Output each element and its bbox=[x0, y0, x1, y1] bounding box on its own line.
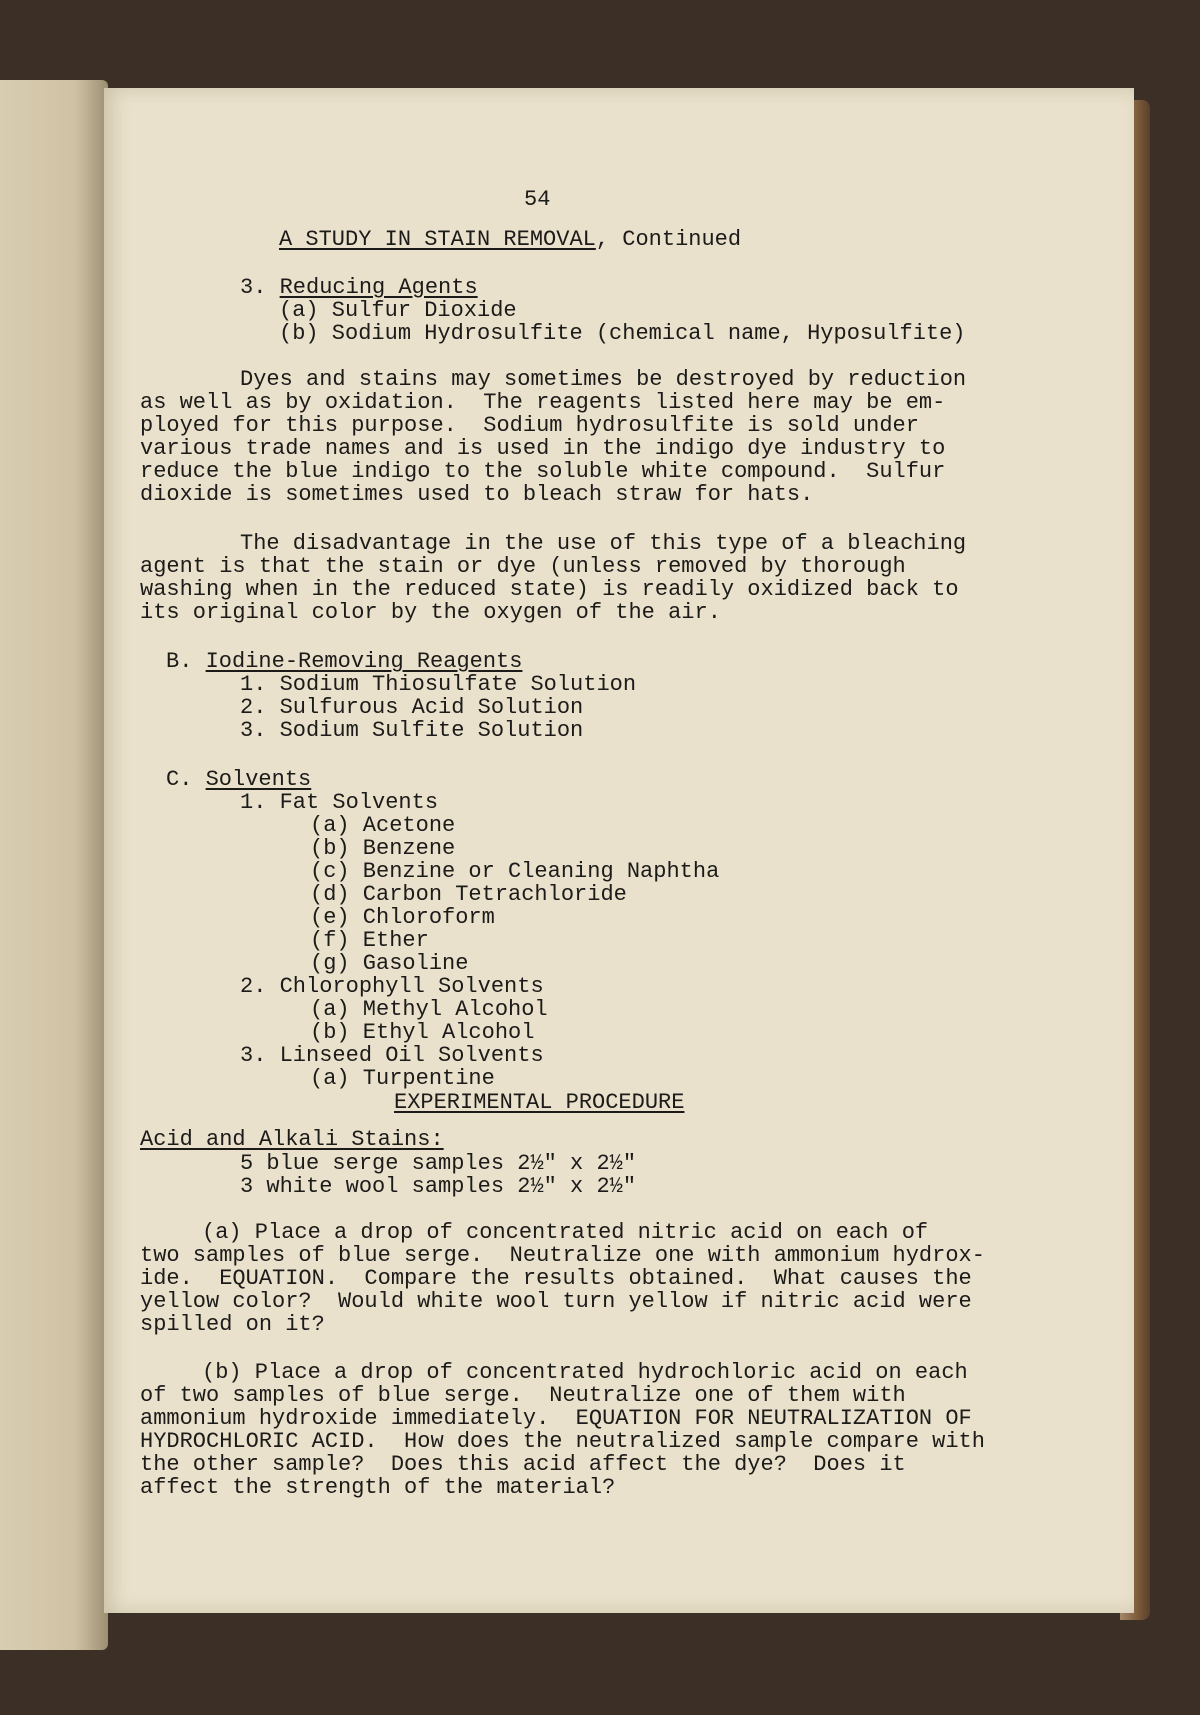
paragraph-line: affect the strength of the material? bbox=[140, 1475, 616, 1500]
paragraph-line: various trade names and is used in the indigo dye industry to bbox=[140, 436, 946, 461]
paragraph-line: HYDROCHLORIC ACID. How does the neutralized sample compare with bbox=[140, 1429, 985, 1454]
list-item: (e) Chloroform bbox=[310, 905, 495, 930]
sample-line: 3 white wool samples 2½" x 2½" bbox=[240, 1174, 637, 1199]
page-number: 54 bbox=[524, 187, 551, 212]
paragraph-line: ammonium hydroxide immediately. EQUATION FOR NEUTRALIZATION OF bbox=[140, 1406, 972, 1431]
paragraph-line: two samples of blue serge. Neutralize one with ammonium hydrox- bbox=[140, 1243, 985, 1268]
paragraph-line: (a) Place a drop of concentrated nitric acid on each of bbox=[202, 1220, 929, 1245]
list-item: (a) Acetone bbox=[310, 813, 456, 838]
subheading: 3. Linseed Oil Solvents bbox=[240, 1043, 544, 1068]
paragraph-line: dioxide is sometimes used to bleach straw for hats. bbox=[140, 482, 814, 507]
section-b-item: 2. Sulfurous Acid Solution bbox=[240, 695, 584, 720]
paragraph-line: The disadvantage in the use of this type of a bleaching bbox=[240, 531, 967, 556]
paragraph-line: the other sample? Does this acid affect the dye? Does it bbox=[140, 1452, 906, 1477]
page-title-suffix: , Continued bbox=[595, 227, 742, 252]
sample-line: 5 blue serge samples 2½" x 2½" bbox=[240, 1151, 637, 1176]
paragraph-line: (b) Place a drop of concentrated hydrochloric acid on each bbox=[202, 1360, 968, 1385]
paragraph-line: reduce the blue indigo to the soluble white compound. Sulfur bbox=[140, 459, 946, 484]
page-title bbox=[279, 228, 741, 252]
subheading: 1. Fat Solvents bbox=[240, 790, 439, 815]
paragraph-line: of two samples of blue serge. Neutralize one of them with bbox=[140, 1383, 906, 1408]
section-b-title: Iodine-Removing Reagents bbox=[205, 649, 523, 674]
page-content bbox=[104, 88, 1134, 1613]
section-b-heading bbox=[166, 650, 522, 674]
list-item: (c) Benzine or Cleaning Naphtha bbox=[310, 859, 720, 884]
left-page-edge bbox=[0, 80, 108, 1650]
paragraph-line: as well as by oxidation. The reagents listed here may be em- bbox=[140, 390, 946, 415]
section-b-letter: B. bbox=[166, 649, 193, 674]
page-title-main: A STUDY IN STAIN REMOVAL bbox=[279, 227, 596, 252]
book-page bbox=[104, 88, 1134, 1613]
list-item: (g) Gasoline bbox=[310, 951, 469, 976]
list-item: (a) Methyl Alcohol bbox=[310, 997, 548, 1022]
section-3-title: Reducing Agents bbox=[279, 275, 478, 300]
acid-alkali-heading: Acid and Alkali Stains: bbox=[140, 1127, 444, 1152]
list-item: (a) Turpentine bbox=[310, 1066, 495, 1091]
paragraph-line: spilled on it? bbox=[140, 1312, 325, 1337]
paragraph-line: its original color by the oxygen of the air. bbox=[140, 600, 721, 625]
list-item: (d) Carbon Tetrachloride bbox=[310, 882, 627, 907]
section-3-item: (b) Sodium Hydrosulfite (chemical name, Hyposulfite) bbox=[279, 321, 966, 346]
section-3-heading bbox=[240, 276, 478, 300]
paragraph-line: washing when in the reduced state) is readily oxidized back to bbox=[140, 577, 959, 602]
section-c-title: Solvents bbox=[205, 767, 312, 792]
list-item: (f) Ether bbox=[310, 928, 429, 953]
paragraph-line: ide. EQUATION. Compare the results obtained. What causes the bbox=[140, 1266, 972, 1291]
section-3-item: (a) Sulfur Dioxide bbox=[279, 298, 517, 323]
section-b-item: 1. Sodium Thiosulfate Solution bbox=[240, 672, 637, 697]
paragraph-line: Dyes and stains may sometimes be destroyed by reduction bbox=[240, 367, 967, 392]
list-item: (b) Benzene bbox=[310, 836, 456, 861]
procedure-heading: EXPERIMENTAL PROCEDURE bbox=[394, 1090, 685, 1115]
section-3-number: 3. bbox=[240, 275, 267, 300]
paragraph-line: agent is that the stain or dye (unless removed by thorough bbox=[140, 554, 906, 579]
section-b-item: 3. Sodium Sulfite Solution bbox=[240, 718, 584, 743]
paragraph-line: yellow color? Would white wool turn yellow if nitric acid were bbox=[140, 1289, 972, 1314]
paragraph-line: ployed for this purpose. Sodium hydrosulfite is sold under bbox=[140, 413, 919, 438]
section-c-heading bbox=[166, 768, 311, 792]
list-item: (b) Ethyl Alcohol bbox=[310, 1020, 535, 1045]
section-c-letter: C. bbox=[166, 767, 193, 792]
subheading: 2. Chlorophyll Solvents bbox=[240, 974, 544, 999]
